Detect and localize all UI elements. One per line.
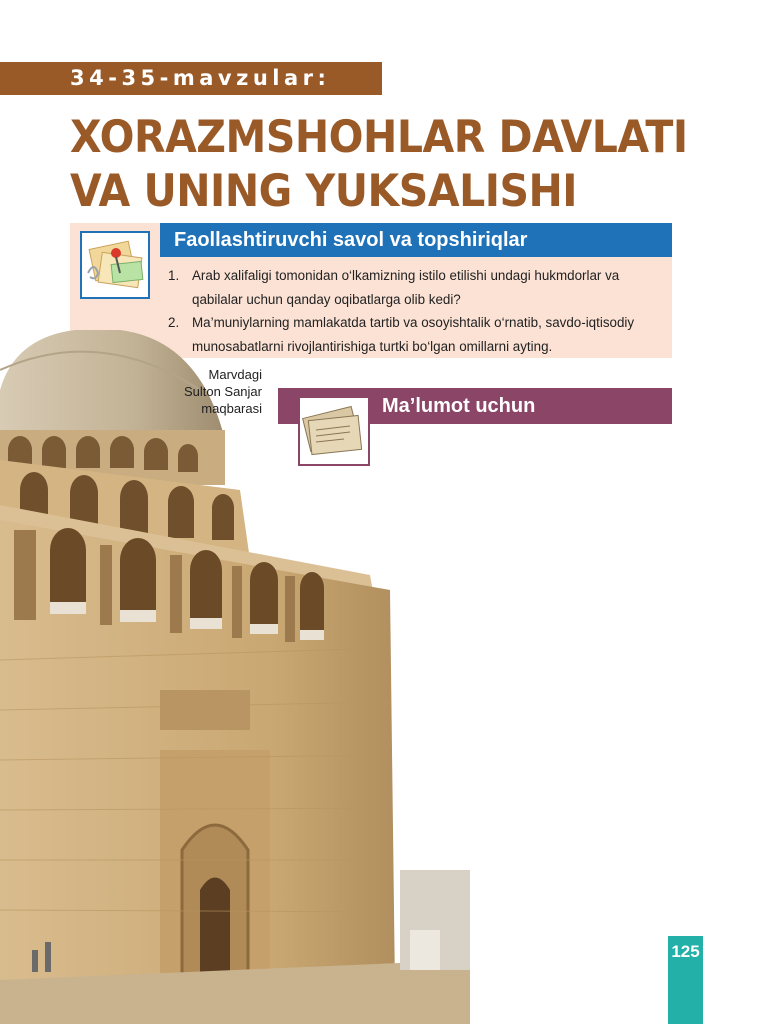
caption-line: Sulton Sanjar: [183, 384, 262, 399]
caption-line: maqbarasi: [201, 401, 262, 416]
page-number: 125: [668, 936, 703, 1024]
caption-line: Marvdagi: [208, 367, 262, 382]
topic-label: 34-35-mavzular:: [0, 62, 382, 95]
question-number: 2.: [168, 315, 180, 330]
question-item: [168, 264, 658, 311]
info-header: Ma’lumot uchun: [278, 388, 672, 424]
old-letters-icon: [298, 396, 370, 466]
page-title: [70, 110, 690, 218]
question-text-line: qabilalar uchun qanday oqibatlarga olib kedi?: [192, 291, 461, 307]
notes-pin-icon: [80, 231, 150, 299]
title-line-2: VA UNING YUKSALISHI: [70, 165, 578, 217]
question-text-line: Ma’muniylarning mamlakatda tartib va osoyishtalik o‘rnatib, savdo-iqtisodiy: [192, 315, 635, 330]
question-number: 1.: [168, 268, 180, 283]
mausoleum-photo: [0, 330, 470, 1024]
question-text-line: munosabatlarni rivojlantirishiga turtki bo‘lgan omillarni ayting.: [192, 338, 553, 354]
question-text-line: Arab xalifaligi tomonidan o‘lkamizning istilo etilishi undagi hukmdorlar va: [192, 268, 620, 283]
photo-caption: [170, 366, 262, 417]
activating-questions-header: Faollashtiruvchi savol va topshiriqlar: [160, 223, 672, 257]
title-line-1: XORAZMSHOHLAR DAVLATI: [70, 111, 688, 163]
